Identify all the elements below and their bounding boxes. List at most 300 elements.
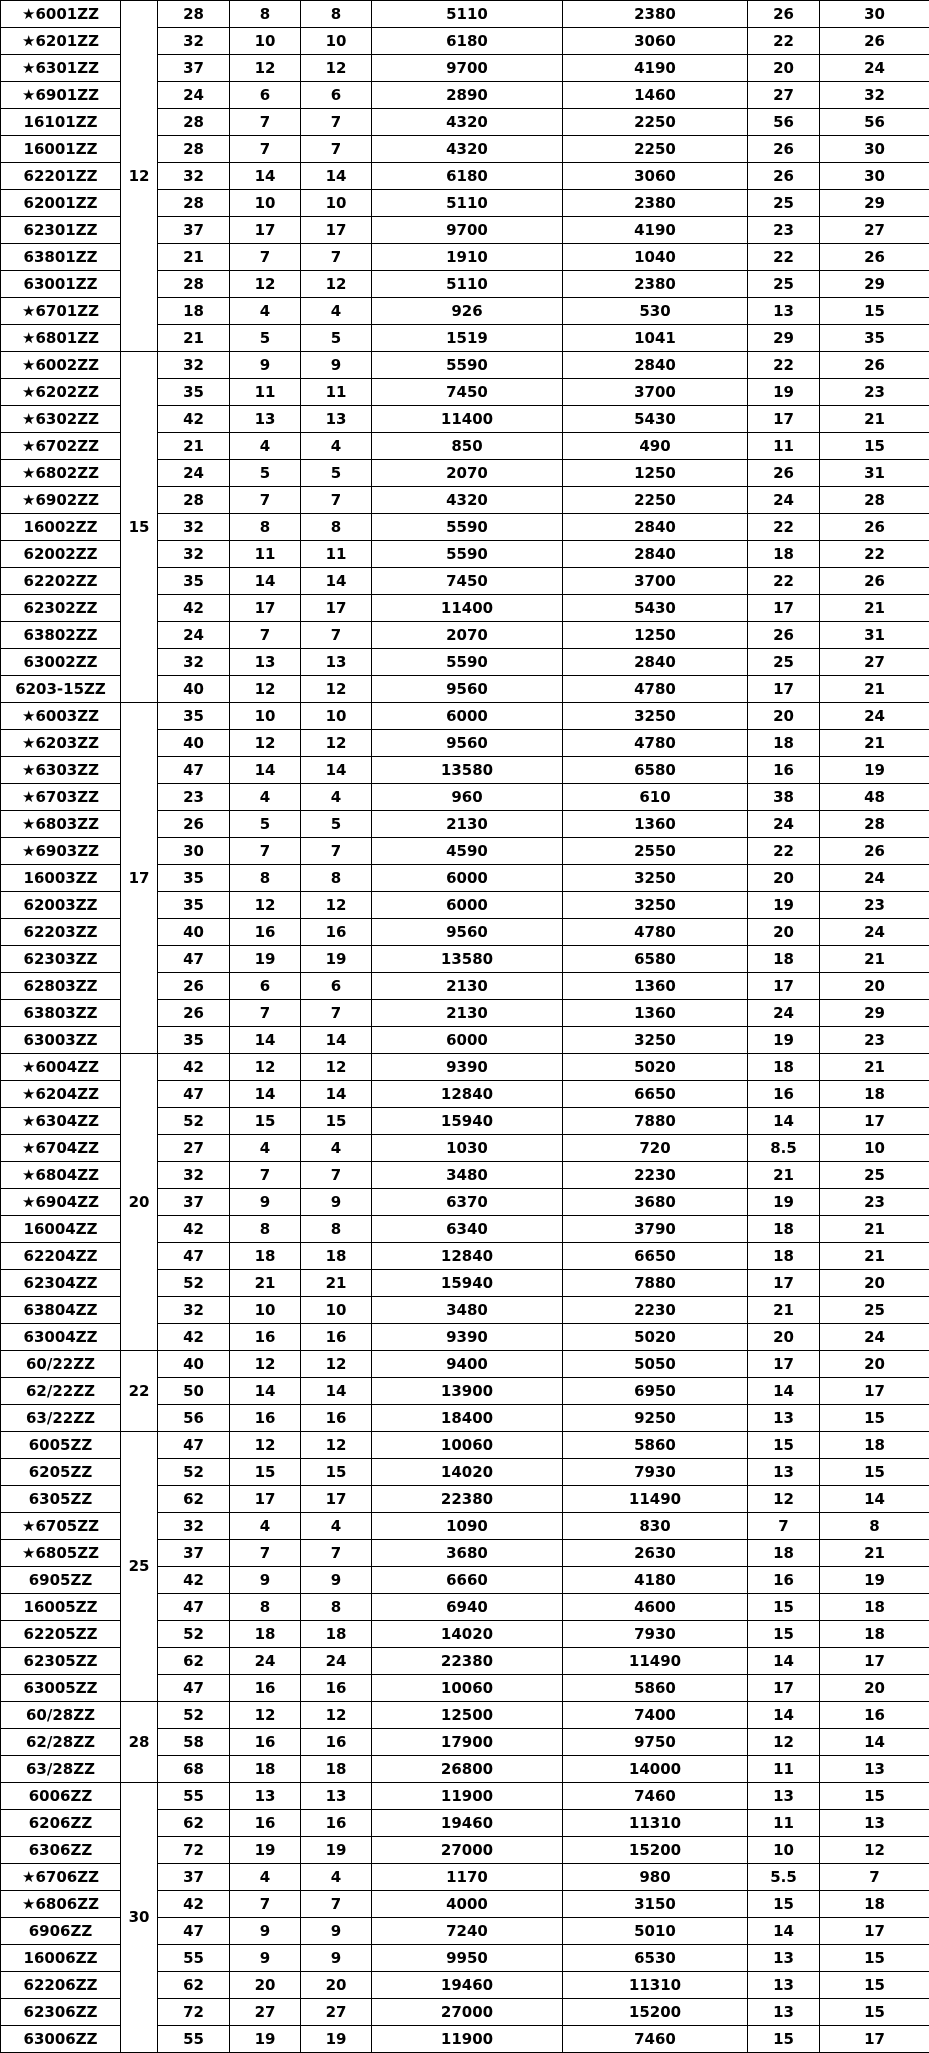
od-cell: 28 <box>158 190 230 217</box>
dynamic-load-cell: 2070 <box>372 622 563 649</box>
speed-grease-cell: 14 <box>748 1648 820 1675</box>
dynamic-load-cell: 5110 <box>372 271 563 298</box>
width2-cell: 17 <box>301 1486 372 1513</box>
width2-cell: 18 <box>301 1621 372 1648</box>
dynamic-load-cell: 6180 <box>372 28 563 55</box>
model-cell: 63/22ZZ <box>1 1405 121 1432</box>
speed-oil-cell: 35 <box>820 325 929 352</box>
model-cell: 63001ZZ <box>1 271 121 298</box>
model-cell: ★6804ZZ <box>1 1162 121 1189</box>
speed-grease-cell: 25 <box>748 190 820 217</box>
model-cell: ★6303ZZ <box>1 757 121 784</box>
od-cell: 32 <box>158 1513 230 1540</box>
dynamic-load-cell: 7450 <box>372 568 563 595</box>
speed-oil-cell: 19 <box>820 1567 929 1594</box>
static-load-cell: 7930 <box>563 1459 748 1486</box>
dynamic-load-cell: 3480 <box>372 1162 563 1189</box>
static-load-cell: 5430 <box>563 595 748 622</box>
model-cell: 62302ZZ <box>1 595 121 622</box>
static-load-cell: 7460 <box>563 2026 748 2053</box>
speed-grease-cell: 20 <box>748 865 820 892</box>
model-cell: 16003ZZ <box>1 865 121 892</box>
dynamic-load-cell: 6000 <box>372 703 563 730</box>
speed-grease-cell: 17 <box>748 595 820 622</box>
width2-cell: 7 <box>301 1162 372 1189</box>
bore-cell: 22 <box>121 1351 158 1432</box>
model-cell: ★6703ZZ <box>1 784 121 811</box>
speed-oil-cell: 48 <box>820 784 929 811</box>
speed-oil-cell: 21 <box>820 406 929 433</box>
dynamic-load-cell: 2070 <box>372 460 563 487</box>
speed-oil-cell: 24 <box>820 865 929 892</box>
static-load-cell: 1040 <box>563 244 748 271</box>
static-load-cell: 2840 <box>563 541 748 568</box>
width-cell: 18 <box>230 1621 301 1648</box>
static-load-cell: 1041 <box>563 325 748 352</box>
speed-grease-cell: 21 <box>748 1297 820 1324</box>
speed-grease-cell: 17 <box>748 1270 820 1297</box>
speed-oil-cell: 29 <box>820 1000 929 1027</box>
dynamic-load-cell: 5110 <box>372 1 563 28</box>
width2-cell: 11 <box>301 541 372 568</box>
model-cell: 6203-15ZZ <box>1 676 121 703</box>
od-cell: 40 <box>158 676 230 703</box>
model-cell: 62002ZZ <box>1 541 121 568</box>
width2-cell: 14 <box>301 163 372 190</box>
static-load-cell: 3060 <box>563 28 748 55</box>
width-cell: 12 <box>230 1054 301 1081</box>
model-cell: ★6801ZZ <box>1 325 121 352</box>
static-load-cell: 830 <box>563 1513 748 1540</box>
speed-grease-cell: 12 <box>748 1729 820 1756</box>
width-cell: 17 <box>230 595 301 622</box>
width-cell: 12 <box>230 730 301 757</box>
speed-oil-cell: 26 <box>820 514 929 541</box>
static-load-cell: 2840 <box>563 352 748 379</box>
width2-cell: 10 <box>301 1297 372 1324</box>
width-cell: 4 <box>230 784 301 811</box>
speed-oil-cell: 15 <box>820 1783 929 1810</box>
od-cell: 32 <box>158 649 230 676</box>
speed-grease-cell: 13 <box>748 298 820 325</box>
od-cell: 42 <box>158 406 230 433</box>
od-cell: 32 <box>158 1162 230 1189</box>
width2-cell: 8 <box>301 1594 372 1621</box>
static-load-cell: 2250 <box>563 109 748 136</box>
dynamic-load-cell: 6660 <box>372 1567 563 1594</box>
width2-cell: 19 <box>301 1837 372 1864</box>
od-cell: 47 <box>158 1081 230 1108</box>
od-cell: 47 <box>158 1243 230 1270</box>
width2-cell: 4 <box>301 433 372 460</box>
width2-cell: 7 <box>301 838 372 865</box>
speed-grease-cell: 15 <box>748 1432 820 1459</box>
width-cell: 9 <box>230 352 301 379</box>
width-cell: 9 <box>230 1567 301 1594</box>
od-cell: 24 <box>158 460 230 487</box>
speed-grease-cell: 18 <box>748 1540 820 1567</box>
dynamic-load-cell: 11400 <box>372 406 563 433</box>
od-cell: 28 <box>158 136 230 163</box>
model-cell: ★6802ZZ <box>1 460 121 487</box>
width2-cell: 19 <box>301 946 372 973</box>
speed-oil-cell: 29 <box>820 190 929 217</box>
speed-oil-cell: 17 <box>820 2026 929 2053</box>
width2-cell: 13 <box>301 649 372 676</box>
bore-cell: 25 <box>121 1432 158 1702</box>
speed-grease-cell: 25 <box>748 649 820 676</box>
speed-grease-cell: 25 <box>748 271 820 298</box>
static-load-cell: 5050 <box>563 1351 748 1378</box>
speed-grease-cell: 18 <box>748 1216 820 1243</box>
width-cell: 15 <box>230 1108 301 1135</box>
dynamic-load-cell: 6000 <box>372 865 563 892</box>
width-cell: 10 <box>230 190 301 217</box>
model-cell: ★6803ZZ <box>1 811 121 838</box>
od-cell: 47 <box>158 946 230 973</box>
width2-cell: 16 <box>301 1405 372 1432</box>
static-load-cell: 11310 <box>563 1810 748 1837</box>
width-cell: 12 <box>230 55 301 82</box>
od-cell: 26 <box>158 1000 230 1027</box>
table-row <box>1 1351 929 1378</box>
speed-oil-cell: 27 <box>820 649 929 676</box>
width2-cell: 7 <box>301 487 372 514</box>
speed-oil-cell: 17 <box>820 1648 929 1675</box>
width-cell: 14 <box>230 568 301 595</box>
width-cell: 9 <box>230 1189 301 1216</box>
width2-cell: 9 <box>301 1567 372 1594</box>
width-cell: 4 <box>230 1864 301 1891</box>
static-load-cell: 6650 <box>563 1243 748 1270</box>
width2-cell: 14 <box>301 568 372 595</box>
model-cell: ★6003ZZ <box>1 703 121 730</box>
speed-oil-cell: 15 <box>820 1405 929 1432</box>
model-cell: ★6705ZZ <box>1 1513 121 1540</box>
dynamic-load-cell: 11900 <box>372 2026 563 2053</box>
speed-oil-cell: 14 <box>820 1486 929 1513</box>
speed-oil-cell: 20 <box>820 1270 929 1297</box>
model-cell: 62/22ZZ <box>1 1378 121 1405</box>
od-cell: 42 <box>158 1216 230 1243</box>
dynamic-load-cell: 5110 <box>372 190 563 217</box>
speed-oil-cell: 21 <box>820 1216 929 1243</box>
speed-grease-cell: 5.5 <box>748 1864 820 1891</box>
static-load-cell: 2380 <box>563 190 748 217</box>
table-row <box>1 703 929 730</box>
speed-grease-cell: 29 <box>748 325 820 352</box>
model-cell: 6306ZZ <box>1 1837 121 1864</box>
width-cell: 16 <box>230 1324 301 1351</box>
table-row <box>1 1432 929 1459</box>
model-cell: 62206ZZ <box>1 1972 121 1999</box>
static-load-cell: 1250 <box>563 460 748 487</box>
width-cell: 7 <box>230 1540 301 1567</box>
model-cell: 62003ZZ <box>1 892 121 919</box>
model-cell: 62803ZZ <box>1 973 121 1000</box>
dynamic-load-cell: 6940 <box>372 1594 563 1621</box>
od-cell: 72 <box>158 1999 230 2026</box>
static-load-cell: 14000 <box>563 1756 748 1783</box>
width-cell: 6 <box>230 973 301 1000</box>
dynamic-load-cell: 1910 <box>372 244 563 271</box>
model-cell: 63003ZZ <box>1 1027 121 1054</box>
width-cell: 15 <box>230 1459 301 1486</box>
speed-grease-cell: 13 <box>748 1459 820 1486</box>
dynamic-load-cell: 926 <box>372 298 563 325</box>
dynamic-load-cell: 13900 <box>372 1378 563 1405</box>
model-cell: ★6706ZZ <box>1 1864 121 1891</box>
width2-cell: 17 <box>301 595 372 622</box>
static-load-cell: 7880 <box>563 1108 748 1135</box>
width2-cell: 8 <box>301 1216 372 1243</box>
model-cell: 63804ZZ <box>1 1297 121 1324</box>
width2-cell: 8 <box>301 1 372 28</box>
model-cell: 6205ZZ <box>1 1459 121 1486</box>
dynamic-load-cell: 15940 <box>372 1270 563 1297</box>
width-cell: 7 <box>230 622 301 649</box>
speed-oil-cell: 21 <box>820 1243 929 1270</box>
model-cell: 63004ZZ <box>1 1324 121 1351</box>
width-cell: 13 <box>230 1783 301 1810</box>
dynamic-load-cell: 14020 <box>372 1459 563 1486</box>
width2-cell: 4 <box>301 298 372 325</box>
width2-cell: 9 <box>301 1189 372 1216</box>
static-load-cell: 3680 <box>563 1189 748 1216</box>
speed-grease-cell: 22 <box>748 514 820 541</box>
speed-grease-cell: 26 <box>748 622 820 649</box>
width2-cell: 27 <box>301 1999 372 2026</box>
speed-grease-cell: 17 <box>748 1351 820 1378</box>
width2-cell: 12 <box>301 55 372 82</box>
static-load-cell: 11310 <box>563 1972 748 1999</box>
static-load-cell: 2250 <box>563 487 748 514</box>
table-row <box>1 1 929 28</box>
speed-grease-cell: 18 <box>748 1054 820 1081</box>
static-load-cell: 7930 <box>563 1621 748 1648</box>
speed-oil-cell: 20 <box>820 1675 929 1702</box>
model-cell: ★6302ZZ <box>1 406 121 433</box>
width2-cell: 7 <box>301 136 372 163</box>
width-cell: 11 <box>230 541 301 568</box>
model-cell: 63002ZZ <box>1 649 121 676</box>
od-cell: 37 <box>158 55 230 82</box>
od-cell: 42 <box>158 1054 230 1081</box>
width-cell: 7 <box>230 1000 301 1027</box>
model-cell: ★6901ZZ <box>1 82 121 109</box>
speed-grease-cell: 14 <box>748 1108 820 1135</box>
static-load-cell: 9250 <box>563 1405 748 1432</box>
model-cell: 60/22ZZ <box>1 1351 121 1378</box>
width-cell: 13 <box>230 649 301 676</box>
speed-oil-cell: 15 <box>820 433 929 460</box>
speed-oil-cell: 25 <box>820 1162 929 1189</box>
width-cell: 8 <box>230 514 301 541</box>
width2-cell: 16 <box>301 1675 372 1702</box>
model-cell: 63802ZZ <box>1 622 121 649</box>
dynamic-load-cell: 9390 <box>372 1054 563 1081</box>
bore-cell: 28 <box>121 1702 158 1783</box>
width-cell: 4 <box>230 298 301 325</box>
speed-oil-cell: 56 <box>820 109 929 136</box>
speed-oil-cell: 26 <box>820 352 929 379</box>
speed-oil-cell: 25 <box>820 1297 929 1324</box>
od-cell: 42 <box>158 1891 230 1918</box>
speed-grease-cell: 24 <box>748 1000 820 1027</box>
width2-cell: 8 <box>301 514 372 541</box>
width-cell: 8 <box>230 1594 301 1621</box>
speed-oil-cell: 15 <box>820 1945 929 1972</box>
od-cell: 58 <box>158 1729 230 1756</box>
static-load-cell: 1460 <box>563 82 748 109</box>
width-cell: 14 <box>230 1081 301 1108</box>
width2-cell: 4 <box>301 784 372 811</box>
dynamic-load-cell: 19460 <box>372 1972 563 1999</box>
dynamic-load-cell: 5590 <box>372 541 563 568</box>
dynamic-load-cell: 22380 <box>372 1486 563 1513</box>
width-cell: 20 <box>230 1972 301 1999</box>
model-cell: 62203ZZ <box>1 919 121 946</box>
speed-oil-cell: 8 <box>820 1513 929 1540</box>
static-load-cell: 2380 <box>563 1 748 28</box>
dynamic-load-cell: 6370 <box>372 1189 563 1216</box>
static-load-cell: 3700 <box>563 568 748 595</box>
width2-cell: 9 <box>301 1945 372 1972</box>
dynamic-load-cell: 6180 <box>372 163 563 190</box>
table-row <box>1 1702 929 1729</box>
static-load-cell: 2230 <box>563 1162 748 1189</box>
model-cell: ★6203ZZ <box>1 730 121 757</box>
dynamic-load-cell: 4590 <box>372 838 563 865</box>
width2-cell: 18 <box>301 1243 372 1270</box>
model-cell: ★6204ZZ <box>1 1081 121 1108</box>
model-cell: 62201ZZ <box>1 163 121 190</box>
width2-cell: 7 <box>301 109 372 136</box>
speed-oil-cell: 30 <box>820 1 929 28</box>
model-cell: 16006ZZ <box>1 1945 121 1972</box>
dynamic-load-cell: 2890 <box>372 82 563 109</box>
od-cell: 21 <box>158 325 230 352</box>
od-cell: 55 <box>158 1945 230 1972</box>
static-load-cell: 6950 <box>563 1378 748 1405</box>
dynamic-load-cell: 1519 <box>372 325 563 352</box>
width-cell: 9 <box>230 1945 301 1972</box>
model-cell: 6206ZZ <box>1 1810 121 1837</box>
model-cell: 62304ZZ <box>1 1270 121 1297</box>
od-cell: 35 <box>158 892 230 919</box>
static-load-cell: 5430 <box>563 406 748 433</box>
speed-grease-cell: 22 <box>748 568 820 595</box>
dynamic-load-cell: 5590 <box>372 352 563 379</box>
width-cell: 16 <box>230 1675 301 1702</box>
model-cell: 62204ZZ <box>1 1243 121 1270</box>
speed-oil-cell: 7 <box>820 1864 929 1891</box>
model-cell: 16004ZZ <box>1 1216 121 1243</box>
speed-grease-cell: 21 <box>748 1162 820 1189</box>
speed-grease-cell: 18 <box>748 730 820 757</box>
model-cell: ★6701ZZ <box>1 298 121 325</box>
speed-oil-cell: 21 <box>820 595 929 622</box>
width-cell: 17 <box>230 1486 301 1513</box>
model-cell: 63/28ZZ <box>1 1756 121 1783</box>
width2-cell: 4 <box>301 1864 372 1891</box>
od-cell: 21 <box>158 244 230 271</box>
width2-cell: 12 <box>301 892 372 919</box>
width-cell: 14 <box>230 757 301 784</box>
static-load-cell: 490 <box>563 433 748 460</box>
model-cell: ★6702ZZ <box>1 433 121 460</box>
speed-oil-cell: 23 <box>820 1189 929 1216</box>
width2-cell: 10 <box>301 190 372 217</box>
width-cell: 5 <box>230 460 301 487</box>
od-cell: 35 <box>158 703 230 730</box>
model-cell: 62303ZZ <box>1 946 121 973</box>
static-load-cell: 15200 <box>563 1999 748 2026</box>
speed-oil-cell: 18 <box>820 1081 929 1108</box>
speed-grease-cell: 19 <box>748 1027 820 1054</box>
width-cell: 12 <box>230 1702 301 1729</box>
width-cell: 10 <box>230 1297 301 1324</box>
od-cell: 23 <box>158 784 230 811</box>
od-cell: 35 <box>158 1027 230 1054</box>
speed-grease-cell: 26 <box>748 1 820 28</box>
width-cell: 16 <box>230 1810 301 1837</box>
speed-grease-cell: 15 <box>748 1594 820 1621</box>
od-cell: 40 <box>158 1351 230 1378</box>
static-load-cell: 4600 <box>563 1594 748 1621</box>
speed-oil-cell: 22 <box>820 541 929 568</box>
od-cell: 42 <box>158 1324 230 1351</box>
speed-grease-cell: 19 <box>748 1189 820 1216</box>
static-load-cell: 2840 <box>563 514 748 541</box>
width2-cell: 14 <box>301 757 372 784</box>
speed-oil-cell: 10 <box>820 1135 929 1162</box>
speed-grease-cell: 15 <box>748 1891 820 1918</box>
model-cell: 6005ZZ <box>1 1432 121 1459</box>
model-cell: 16002ZZ <box>1 514 121 541</box>
od-cell: 72 <box>158 1837 230 1864</box>
model-cell: 63006ZZ <box>1 2026 121 2053</box>
width2-cell: 5 <box>301 811 372 838</box>
model-cell: ★6002ZZ <box>1 352 121 379</box>
speed-oil-cell: 23 <box>820 892 929 919</box>
speed-grease-cell: 22 <box>748 28 820 55</box>
dynamic-load-cell: 7450 <box>372 379 563 406</box>
width2-cell: 15 <box>301 1459 372 1486</box>
width-cell: 19 <box>230 2026 301 2053</box>
width-cell: 13 <box>230 406 301 433</box>
dynamic-load-cell: 10060 <box>372 1432 563 1459</box>
width2-cell: 10 <box>301 703 372 730</box>
speed-oil-cell: 15 <box>820 1459 929 1486</box>
od-cell: 30 <box>158 838 230 865</box>
width-cell: 8 <box>230 1 301 28</box>
speed-oil-cell: 18 <box>820 1621 929 1648</box>
width2-cell: 6 <box>301 82 372 109</box>
od-cell: 27 <box>158 1135 230 1162</box>
static-load-cell: 1250 <box>563 622 748 649</box>
od-cell: 35 <box>158 379 230 406</box>
od-cell: 52 <box>158 1270 230 1297</box>
width2-cell: 20 <box>301 1972 372 1999</box>
static-load-cell: 6580 <box>563 757 748 784</box>
width-cell: 16 <box>230 1405 301 1432</box>
speed-grease-cell: 14 <box>748 1918 820 1945</box>
dynamic-load-cell: 9390 <box>372 1324 563 1351</box>
od-cell: 32 <box>158 514 230 541</box>
bore-cell: 17 <box>121 703 158 1054</box>
speed-oil-cell: 15 <box>820 1999 929 2026</box>
